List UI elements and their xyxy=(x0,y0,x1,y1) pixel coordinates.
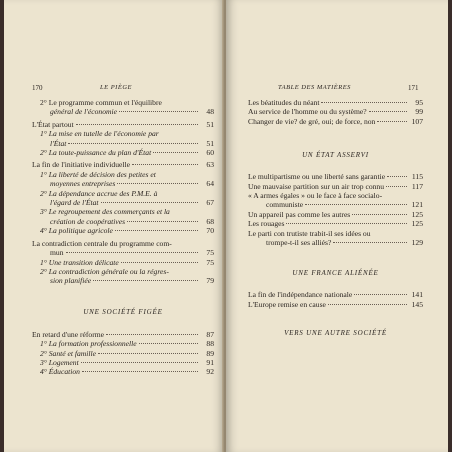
toc-entry xyxy=(32,217,214,226)
left-toc xyxy=(32,98,214,377)
toc-entry xyxy=(248,219,423,228)
leader-dots xyxy=(68,143,198,144)
toc-entry-text: sion planifiée xyxy=(50,276,92,286)
leader-dots xyxy=(98,353,198,354)
leader-dots xyxy=(82,371,198,372)
leader-dots xyxy=(115,230,198,231)
toc-page-number: 75 xyxy=(206,257,214,267)
leader-dots xyxy=(132,164,198,165)
toc-entry xyxy=(32,139,214,148)
toc-entry-text: 2° Le programme commun et l'équilibre xyxy=(40,98,162,107)
leader-dots xyxy=(386,186,407,187)
toc-page-number: 129 xyxy=(411,238,423,248)
toc-entry-text: 2° Santé et famille xyxy=(40,348,96,358)
toc-entry xyxy=(32,179,214,188)
toc-entry xyxy=(32,160,214,169)
section-heading: UN ÉTAT ASSERVI xyxy=(302,151,369,160)
toc-page-number: 145 xyxy=(411,299,423,309)
toc-entry-text: La fin de l'indépendance nationale xyxy=(248,290,353,300)
toc-page-number: 115 xyxy=(411,172,423,182)
leader-dots xyxy=(66,252,198,253)
toc-entry-text: Les béatitudes du néant xyxy=(248,98,320,107)
toc-entry-text: 1° La liberté de décision des petites et xyxy=(40,169,156,179)
toc-entry-text: 1° Une transition délicate xyxy=(40,257,119,267)
leader-dots xyxy=(119,111,198,112)
leader-dots xyxy=(117,183,198,184)
toc-entry xyxy=(32,248,214,257)
toc-entry xyxy=(248,290,423,299)
toc-page-number: 51 xyxy=(206,119,214,129)
toc-entry-text: 3° Logement xyxy=(40,357,79,367)
section-heading: UNE FRANCE ALIÉNÉE xyxy=(292,269,379,278)
right-running-header: TABLE DES MATIÈRES xyxy=(278,84,351,91)
toc-entry xyxy=(32,226,214,235)
leader-dots xyxy=(127,221,198,222)
toc-page-number: 125 xyxy=(411,219,423,229)
leader-dots xyxy=(369,111,407,112)
section-heading: VERS UNE AUTRE SOCIÉTÉ xyxy=(284,329,387,338)
toc-entry xyxy=(32,276,214,285)
toc-page-number: 95 xyxy=(415,98,423,107)
toc-page-number: 121 xyxy=(411,200,423,210)
toc-entry-text: 2° La contradiction générale ou la régres- xyxy=(40,266,169,276)
toc-entry-text: 2° La dépendance accrue des P.M.E. à xyxy=(40,188,158,198)
toc-entry xyxy=(248,172,423,181)
toc-entry-text: La fin de l'initiative individuelle xyxy=(32,160,130,170)
toc-page-number: 60 xyxy=(206,148,214,158)
toc-entry xyxy=(32,339,214,348)
leader-dots xyxy=(286,223,407,224)
leader-dots xyxy=(121,262,198,263)
right-toc xyxy=(248,98,423,338)
leader-dots xyxy=(333,242,407,243)
leader-dots xyxy=(328,304,407,305)
toc-entry-text: mun xyxy=(50,248,64,258)
toc-entry-text: Au service de l'homme ou du système? xyxy=(248,107,367,117)
toc-page-number: 64 xyxy=(206,179,214,189)
toc-entry xyxy=(32,107,214,116)
toc-entry-text: général de l'économie xyxy=(50,107,117,117)
toc-entry xyxy=(248,107,423,116)
toc-page-number: 48 xyxy=(206,107,214,117)
toc-entry xyxy=(32,367,214,376)
toc-page-number: 79 xyxy=(206,276,214,286)
toc-page-number: 68 xyxy=(206,216,214,226)
toc-entry xyxy=(32,330,214,339)
leader-dots xyxy=(352,214,407,215)
leader-dots xyxy=(139,343,198,344)
toc-page-number: 91 xyxy=(206,357,214,367)
toc-entry-text: Le multipartisme ou une liberté sans garantie xyxy=(248,172,386,182)
toc-entry-text: Un appareil pas comme les autres xyxy=(248,209,351,219)
toc-entry-text: 4° La politique agricole xyxy=(40,226,113,236)
toc-entry xyxy=(32,148,214,157)
toc-page-number: 141 xyxy=(411,290,423,300)
toc-page-number: 63 xyxy=(206,160,214,170)
left-page xyxy=(4,0,224,452)
leader-dots xyxy=(153,152,198,153)
toc-page-number: 88 xyxy=(206,339,214,349)
toc-entry-text: création de coopératives xyxy=(50,216,126,226)
toc-page-number: 67 xyxy=(206,198,214,208)
toc-entry-text: 2° La toute-puissance du plan d'État xyxy=(40,148,152,158)
toc-entry xyxy=(248,300,423,309)
toc-entry-text: 1° La formation professionnelle xyxy=(40,339,137,349)
toc-entry xyxy=(248,98,423,107)
toc-page-number: 51 xyxy=(206,138,214,148)
leader-dots xyxy=(101,202,198,203)
toc-entry-text: La contradiction centrale du programme com- xyxy=(32,238,172,248)
right-page xyxy=(226,0,448,452)
left-running-header: LE PIÈGE xyxy=(100,84,132,91)
toc-entry-text: Les rouages xyxy=(248,219,285,229)
toc-entry-text: Le parti con trutiste trabit-il ses idées ou xyxy=(248,228,371,238)
toc-entry xyxy=(248,238,423,247)
leader-dots xyxy=(76,124,198,125)
right-page-number: 171 xyxy=(408,84,419,92)
toc-entry-text: l'égard de l'État xyxy=(50,198,99,208)
left-page-number: 170 xyxy=(32,84,43,92)
toc-page-number: 117 xyxy=(411,181,423,191)
toc-entry xyxy=(248,210,423,219)
toc-entry-text: trompe-t-il ses alliés? xyxy=(266,238,332,248)
toc-entry xyxy=(32,258,214,267)
leader-dots xyxy=(305,204,407,205)
toc-page-number: 70 xyxy=(206,226,214,236)
toc-page-number: 107 xyxy=(411,116,423,126)
leader-dots xyxy=(81,362,198,363)
toc-entry xyxy=(248,200,423,209)
toc-entry xyxy=(248,117,423,126)
leader-dots xyxy=(106,334,198,335)
toc-entry-text: En retard d'une réforme xyxy=(32,329,104,339)
toc-entry-text: 3° Le regroupement des commerçants et la xyxy=(40,207,170,217)
toc-entry xyxy=(32,198,214,207)
toc-page-number: 125 xyxy=(411,209,423,219)
toc-entry-text: L'Europe remise en cause xyxy=(248,299,326,309)
section-heading: UNE SOCIÉTÉ FIGÉE xyxy=(83,307,163,316)
toc-entry xyxy=(32,349,214,358)
leader-dots xyxy=(387,176,407,177)
toc-entry-text: L'État partout xyxy=(32,119,74,129)
toc-entry xyxy=(248,182,423,191)
toc-entry-text: Changer de vie? de gré, oui; de force, non xyxy=(248,116,376,126)
leader-dots xyxy=(321,102,407,103)
toc-entry xyxy=(32,120,214,129)
toc-entry-text: l'État xyxy=(50,138,67,148)
leader-dots xyxy=(93,280,198,281)
toc-entry-text: moyennes entreprises xyxy=(50,179,116,189)
toc-entry-text: Une mauvaise partition sur un air trop connu xyxy=(248,181,385,191)
leader-dots xyxy=(377,121,407,122)
toc-page-number: 92 xyxy=(206,367,214,377)
toc-page-number: 89 xyxy=(206,348,214,358)
toc-entry-text: « A armes égales » ou le face à face socialo- xyxy=(248,191,383,201)
leader-dots xyxy=(354,294,407,295)
toc-entry-text: 1° La mise en tutelle de l'économie par xyxy=(40,129,159,139)
toc-entry-text: 4° Éducation xyxy=(40,367,80,377)
toc-entry xyxy=(32,358,214,367)
toc-page-number: 75 xyxy=(206,248,214,258)
toc-entry-text: communiste xyxy=(266,200,304,210)
toc-page-number: 99 xyxy=(415,107,423,117)
toc-page-number: 87 xyxy=(206,329,214,339)
